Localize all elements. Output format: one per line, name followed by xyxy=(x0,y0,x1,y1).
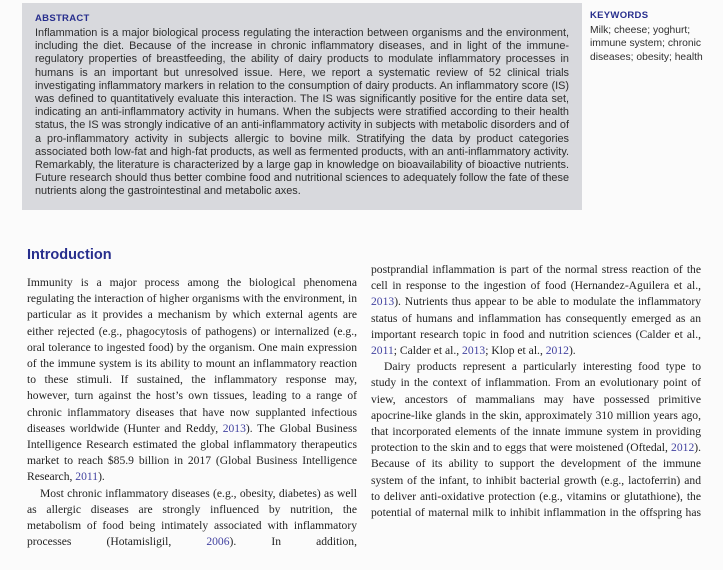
introduction-column-left xyxy=(27,246,357,550)
text-run: ). The Global Business Intelligence Research estimated the global inflammatory therapeutics market to reach $85.9 billion in 2017 (Global Business Intelligence Research, xyxy=(27,421,357,484)
citation-year-link[interactable]: 2006 xyxy=(206,535,230,549)
citation-year-link[interactable]: 2011 xyxy=(75,470,99,484)
keywords-text: Milk; cheese; yoghurt; immune system; chronic diseases; obesity; health xyxy=(590,25,703,63)
abstract-text: Inflammation is a major biological process regulating the interaction between organisms and the environment, including the diet. Because of the increase in chronic inflammatory diseases, and in light of the immune-regulatory properties of breastfeeding, the ability of dairy products to modulate inflammatory processes in humans is an important but unresolved issue. Here, we report a systematic review of 52 clinical trials investigating inflammatory markers in relation to the consumption of dairy products. An inflammatory score (IS) was defined to quantitatively evaluate this interaction. The IS was significantly positive for the entire data set, indicating an anti-inflammatory activity in humans. When the subjects were stratified according to their health status, the IS was strongly indicative of an anti-inflammatory activity in subjects with metabolic disorders and of a pro-inflammatory activity in subjects allergic to bovine milk. Stratifying the data by product categories associated both low-fat and high-fat products, as well as fermented products, with an anti-inflammatory activity. Remarkably, the literature is characterized by a large gap in knowledge on bioavailability of bioactive nutrients. Future research should thus better combine food and nutritional sciences to adequately follow the fate of these nutrients along the gastrointestinal and metabolic axes. xyxy=(35,27,569,198)
paragraph xyxy=(371,262,701,359)
text-run: ). Because of its ability to support the development of the immune system of the infant, to inhibit bacterial growth (e.g., lactoferrin) and to deliver anti-oxidative protection (e.g., vitamins or glutathione), the potential of maternal milk to inhibit inflammation in the offspring has xyxy=(371,441,701,520)
introduction-section xyxy=(27,246,701,550)
keywords-panel xyxy=(590,10,714,64)
citation-year-link[interactable]: 2013 xyxy=(462,344,486,358)
introduction-column-right xyxy=(371,262,701,550)
citation-year-link[interactable]: 2013 xyxy=(371,295,395,309)
citation-year-link[interactable]: 2011 xyxy=(371,344,394,358)
keywords-heading: KEYWORDS xyxy=(590,10,649,21)
citation-year-link[interactable]: 2012 xyxy=(545,344,569,358)
text-run: ). xyxy=(568,344,576,358)
text-run: postprandial inflammation is part of the normal stress reaction of the cell in response to the ingestion of food (Hernandez-Aguilera et al., xyxy=(371,263,701,293)
abstract-heading: ABSTRACT xyxy=(35,13,90,24)
text-run: ). In addition, xyxy=(229,535,357,549)
introduction-left-paragraphs xyxy=(27,275,357,550)
paragraph xyxy=(371,359,701,521)
text-run: Most chronic inflammatory diseases (e.g., obesity, diabetes) as well as allergic diseases are strongly influenced by nutrition, the metabolism of food being intimately associated with inflammatory processes (Hotamisligil, xyxy=(27,486,357,549)
text-run: Dairy products represent a particularly interesting food type to study in the context of inflammation. From an evolutionary point of view, ancestors of mammalians may have possessed primitive apocrine-like glands in the skin, approximately 310 million years ago, that incorporated elements of the innate immune system in providing protection to the skin and to eggs that were moistened (Oftedal, xyxy=(371,360,701,455)
paragraph xyxy=(27,275,357,486)
citation-year-link[interactable]: 2012 xyxy=(671,441,695,455)
text-run: ; Calder et al., xyxy=(393,344,463,358)
introduction-heading: Introduction xyxy=(27,247,112,263)
citation-year-link[interactable]: 2013 xyxy=(222,421,246,435)
abstract-panel xyxy=(22,3,582,210)
text-run: Immunity is a major process among the biological phenomena regulating the interaction of higher organisms with the environment, in particular as it provides a mechanism by which external agents are either rejected (e.g., phagocytosis of pathogens) or internalized (e.g., oral tolerance to ingested food) by the organism. One main expression of the immune system is its ability to mount an inflammatory reaction to these stimuli. If sustained, the inflammatory response may, however, turn against the host’s own tissues, leading to a range of chronic inflammatory diseases that have now supplanted infectious diseases worldwide (Hunter and Reddy, xyxy=(27,276,357,435)
text-run: ; Klop et al., xyxy=(485,344,546,358)
text-run: ). xyxy=(98,470,105,484)
paragraph xyxy=(27,486,357,551)
text-run: ). Nutrients thus appear to be able to modulate the inflammatory status of humans and inflammation has consequently emerged as an important research topic in food and nutrition sciences (Calder et al., xyxy=(371,295,701,341)
